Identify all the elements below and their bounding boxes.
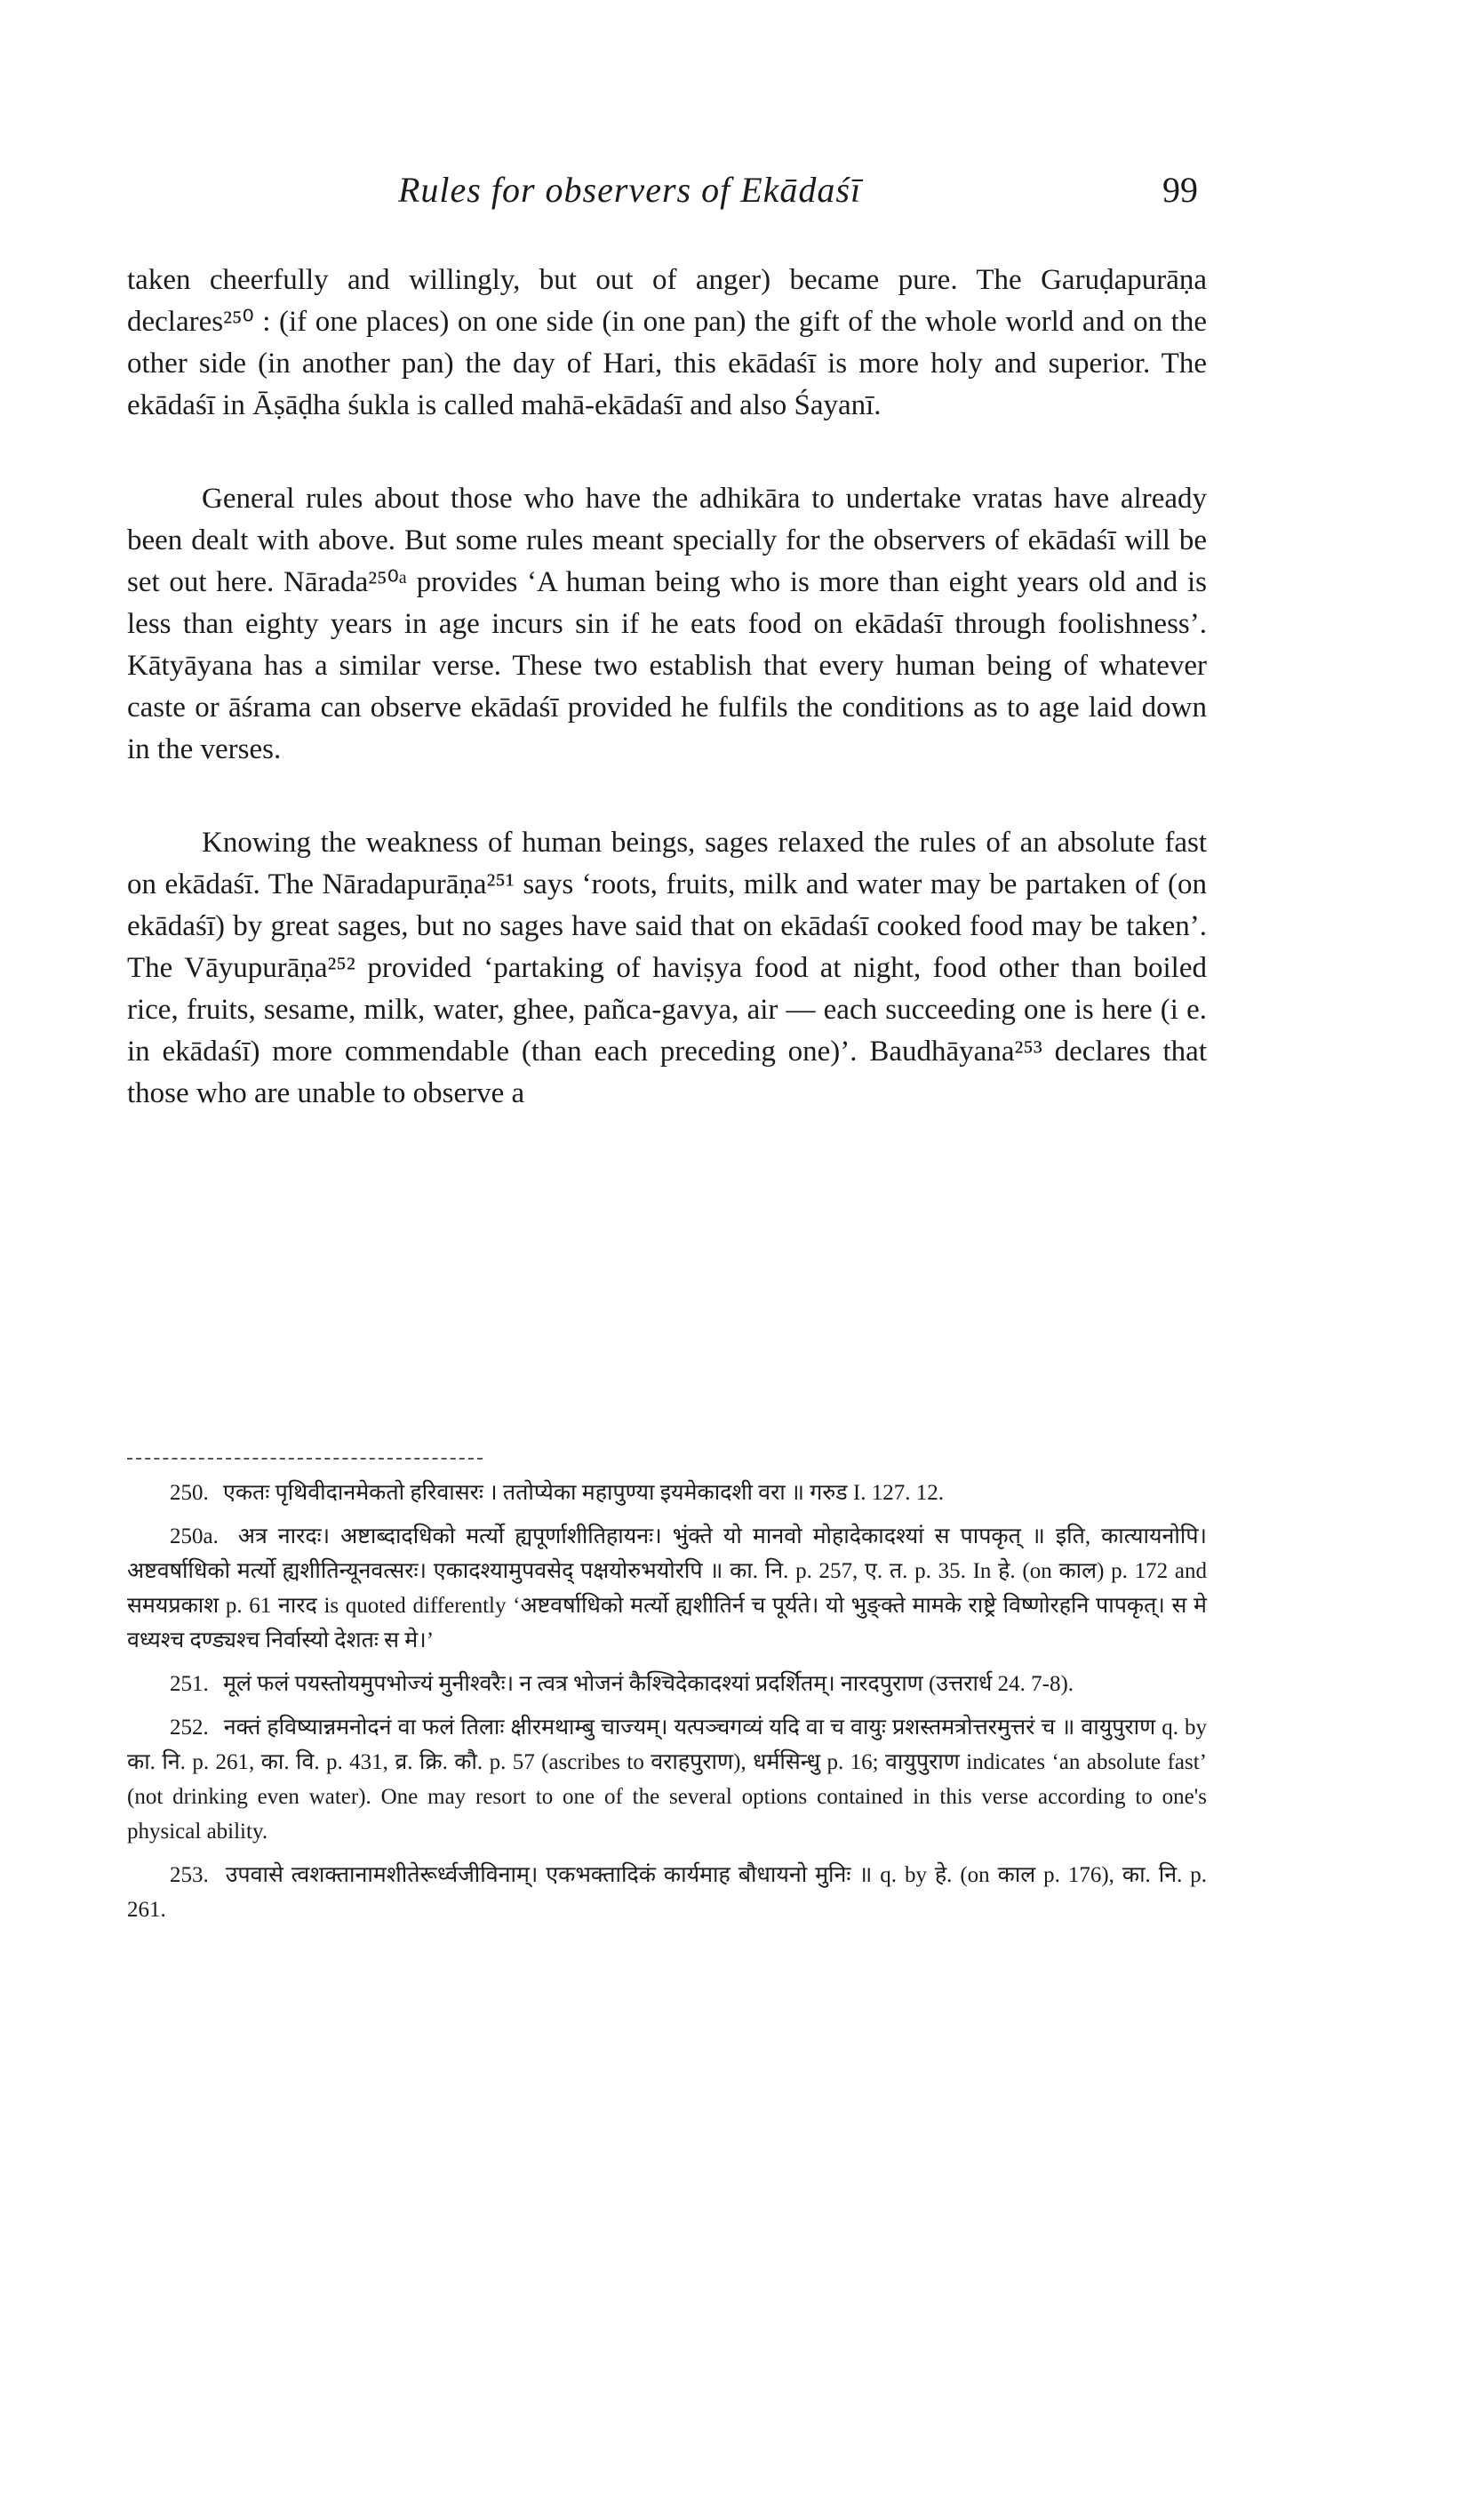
footnote-number: 252. xyxy=(170,1716,209,1740)
footnote-number: 250a. xyxy=(170,1524,219,1548)
footnote-text: एकतः पृथिवीदानमेकतो हरिवासरः । ततोप्येका महापुण्या इयमेकादशी वरा ॥ गरुड I. 127. 12. xyxy=(223,1481,944,1505)
footnote-text: अत्र नारदः। अष्टाब्दादधिको मर्त्यो ह्यपूर्णाशीतिहायनः। भुंक्ते यो मानवो मोहादेकादश्यां स पापकृत् ॥ इति, कात्यायनोपि। अष्टवर्षाधिको मर्त्यो ह्यशीतिन्यूनवत्सरः। एकादश्यामुपवसेद् पक्षयोरुभयोरपि ॥ का. नि. p. 257, ए. त. p. 35. In हे. (on काल) p. 172 and समयप्रकाश p. 61 नारद is quoted differently ‘अष्टवर्षाधिको मर्त्यो ह्यशीतिर्न च पूर्यते। यो भुङ्क्ते मामके राष्ट्रे विष्णोरहनि पापकृत्। स मे वध्यश्च दण्ड्यश्च निर्वास्यो देशतः स मे।’ xyxy=(127,1524,1207,1652)
footnote-text: नक्तं हविष्यान्नमनोदनं वा फलं तिलाः क्षीरमथाम्बु चाज्यम्। यत्पञ्चगव्यं यदि वा च वायुः प्रशस्तमत्रोत्तरमुत्तरं च ॥ वायुपुराण q. by का. नि. p. 261, का. वि. p. 431, व्र. क्रि. कौ. p. 57 (ascribes to वराहपुराण), धर्मसिन्धु p. 16; वायुपुराण indicates ‘an absolute fast’ (not drinking even water). One may resort to one of the several options contained in this verse according to one's physical ability. xyxy=(127,1716,1208,1844)
paragraph-3: Knowing the weakness of human beings, sages relaxed the rules of an absolute fast on ekādaśī. The Nāradapurāṇa²⁵¹ says ‘roots, fruits, milk and water may be partaken of (on ekādaśī) by great sages, but no sages have said that on ekādaśī cooked food may be taken’. The Vāyupurāṇa²⁵² provided ‘partaking of haviṣya food at night, food other than boiled rice, fruits, sesame, milk, water, ghee, pañca-gavya, air — each succeeding one is here (i e. in ekādaśī) more commendable (than each preceding one)’. Baudhāyana²⁵³ declares that those who are unable to observe a xyxy=(127,827,1207,1109)
footnote-252 xyxy=(127,1710,1207,1849)
page-number: 99 xyxy=(1162,170,1198,210)
footnote-text: उपवासे त्वशक्तानामशीतेरूर्ध्वजीविनाम्। एकभक्तादिकं कार्यमाह बौधायनो मुनिः ॥ q. by हे. (on काल p. 176), का. नि. p. 261. xyxy=(127,1863,1208,1922)
footnote-250a xyxy=(127,1519,1207,1658)
footnote-253 xyxy=(127,1858,1207,1927)
paragraph-2: General rules about those who have the adhikāra to undertake vratas have already been dealt with above. But some rules meant specially for the observers of ekādaśī will be set out here. Nārada²⁵⁰ᵃ provides ‘A human being who is more than eight years old and is less than eighty years in age incurs sin if he eats food on ekādaśī through foolishness’. Kātyāyana has a similar verse. These two establish that every human being of whatever caste or āśrama can observe ekādaśī provided he fulfils the conditions as to age laid down in the verses. xyxy=(127,483,1207,765)
footnote-text: मूलं फलं पयस्तोयमुपभोज्यं मुनीश्वरैः। न त्वत्र भोजनं कैश्चिदेकादश्यां प्रदर्शितम्। नारदपुराण (उत्तरार्ध 24. 7-8). xyxy=(223,1672,1074,1696)
footnote-number: 251. xyxy=(170,1672,209,1696)
paragraph-1: taken cheerfully and willingly, but out of anger) became pure. The Garuḍapurāṇa declares²⁵⁰ : (if one places) on one side (in one pan) the gift of the whole world and on the other side (in another pan) the day of Hari, this ekādaśī is more holy and superior. The ekādaśī in Āṣāḍha śukla is called mahā-ekādaśī and also Śayanī. xyxy=(127,264,1207,421)
footnote-250 xyxy=(127,1476,1207,1510)
main-text xyxy=(127,260,1207,1166)
footnote-divider xyxy=(127,1458,483,1460)
running-title: Rules for observers of Ekādaśī xyxy=(398,170,862,210)
page-header xyxy=(127,169,1207,222)
footnotes xyxy=(127,1476,1207,1936)
footnote-251 xyxy=(127,1667,1207,1701)
footnote-number: 250. xyxy=(170,1481,209,1505)
footnote-number: 253. xyxy=(170,1863,209,1887)
